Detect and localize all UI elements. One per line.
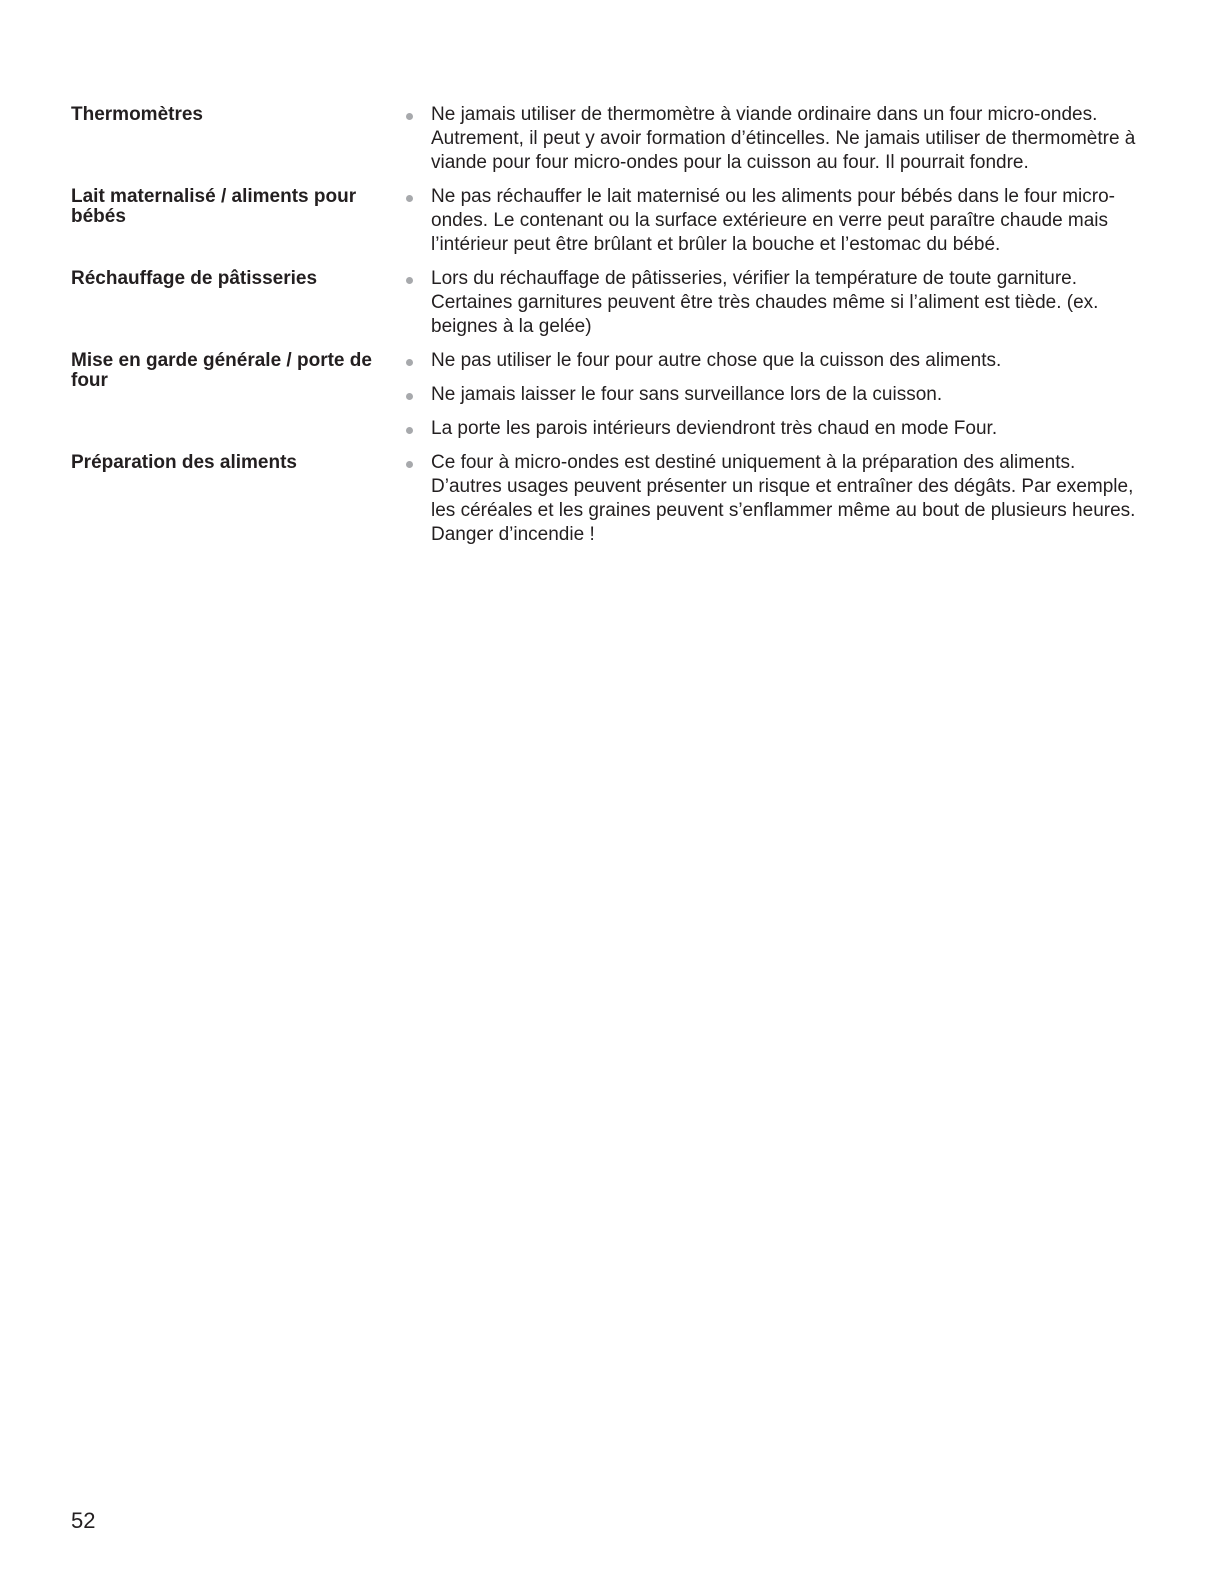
bullet-text: Lors du réchauffage de pâtisseries, vérifier la température de toute garniture. Certaines garnitures peuvent être très chaudes même si l’aliment est tiède. (ex. beignes à la gelée) [431, 268, 1099, 337]
bullet-list [406, 103, 1151, 175]
bullet-text: La porte les parois intérieurs deviendront très chaud en mode Four. [431, 418, 998, 439]
bullet-text: Ne pas utiliser le four pour autre chose que la cuisson des aliments. [431, 350, 1002, 371]
bullet-item [406, 185, 1151, 257]
bullet-dot-icon [406, 393, 413, 400]
bullet-list [406, 185, 1151, 257]
bullet-item [406, 383, 1151, 407]
bullet-text: Ce four à micro-ondes est destiné uniquement à la préparation des aliments. D’autres usages peuvent présenter un risque et entraîner des dégâts. Par exemple, les céréales et les graines peuvent s’enflammer même au bout de plusieurs heures. Danger d’incendie ! [431, 452, 1136, 545]
bullet-list [406, 267, 1151, 339]
bullet-item [406, 417, 1151, 441]
bullet-dot-icon [406, 359, 413, 366]
bullet-item [406, 103, 1151, 175]
safety-content [71, 103, 1151, 557]
section-heading: Lait maternalisé / aliments pour bébés [71, 186, 357, 227]
section-heading: Réchauffage de pâtisseries [71, 268, 318, 289]
bullet-dot-icon [406, 195, 413, 202]
bullet-text: Ne jamais laisser le four sans surveillance lors de la cuisson. [431, 384, 943, 405]
section-thermometres [71, 103, 1151, 175]
section-heading: Préparation des aliments [71, 452, 297, 473]
bullet-item [406, 267, 1151, 339]
bullet-item [406, 349, 1151, 373]
bullet-item [406, 451, 1151, 547]
section-heading: Thermomètres [71, 104, 203, 125]
section-preparation-aliments [71, 451, 1151, 547]
bullet-dot-icon [406, 461, 413, 468]
section-mise-en-garde [71, 349, 1151, 441]
bullet-dot-icon [406, 277, 413, 284]
bullet-dot-icon [406, 427, 413, 434]
bullet-text: Ne pas réchauffer le lait maternisé ou les aliments pour bébés dans le four micro-ondes. Le contenant ou la surface extérieure en verre peut paraître chaude mais l’intérieur peut être brûlant et brûler la bouche et l’estomac du bébé. [431, 186, 1115, 255]
bullet-list [406, 451, 1151, 547]
section-rechauffage-patisseries [71, 267, 1151, 339]
section-heading: Mise en garde générale / porte de four [71, 350, 372, 391]
page-number: 52 [71, 1508, 96, 1533]
bullet-list [406, 349, 1151, 441]
bullet-dot-icon [406, 113, 413, 120]
bullet-text: Ne jamais utiliser de thermomètre à viande ordinaire dans un four micro-ondes. Autrement, il peut y avoir formation d’étincelles. Ne jamais utiliser de thermomètre à viande pour four micro-ondes pour la cuisson au four. Il pourrait fondre. [431, 104, 1136, 173]
section-lait-maternalise [71, 185, 1151, 257]
